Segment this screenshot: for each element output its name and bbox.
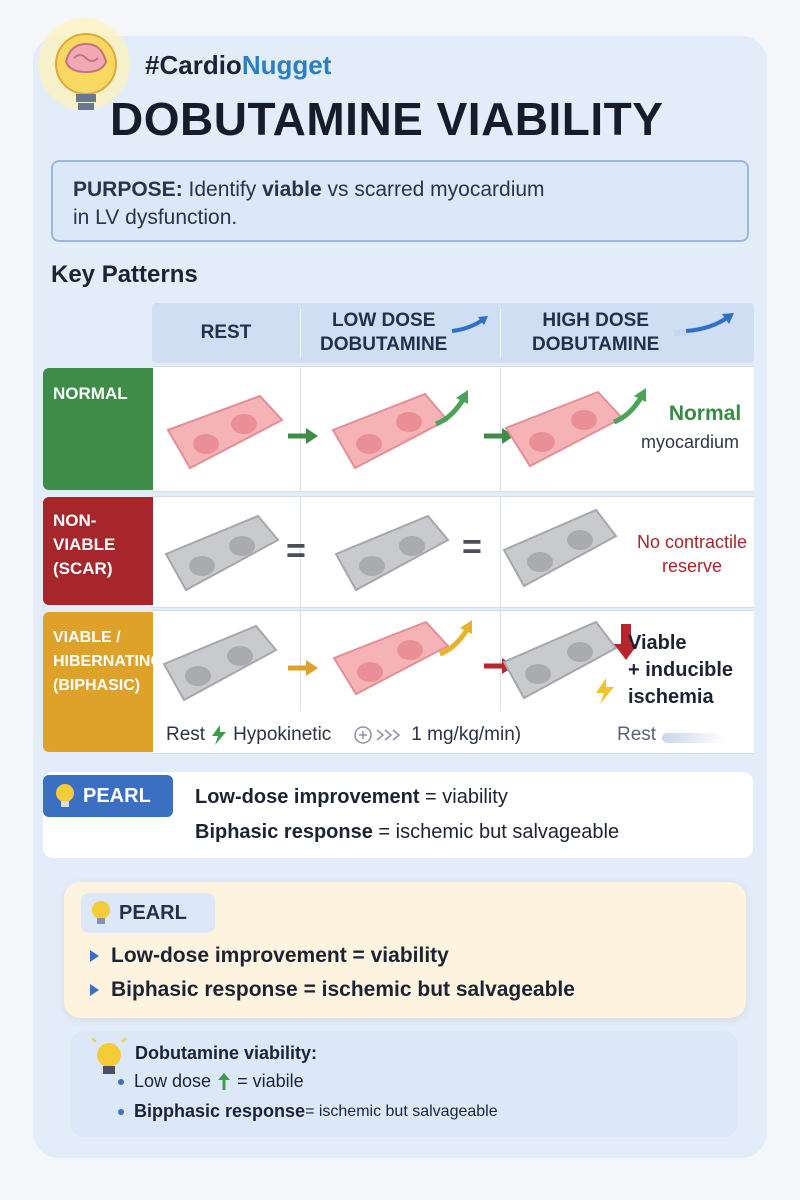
right-arrow-icon bbox=[288, 426, 320, 446]
up-arrow-icon bbox=[450, 313, 492, 335]
pearl-2-item bbox=[90, 978, 575, 1002]
key-patterns-title: Key Patterns bbox=[51, 261, 198, 288]
scar-note: No contractile reserve bbox=[636, 532, 748, 576]
hashtag bbox=[145, 50, 331, 81]
summary-title: Dobutamine viability: bbox=[135, 1043, 318, 1063]
pearl-2-item-text: Biphasic response = ischemic but salvageable bbox=[111, 978, 575, 1001]
summary-item bbox=[118, 1071, 304, 1092]
summary-item bbox=[118, 1101, 498, 1122]
triangle-bullet-icon bbox=[90, 984, 99, 996]
purpose-text-1: Identify bbox=[188, 178, 257, 201]
summary-item-1-b: = viabile bbox=[237, 1071, 304, 1091]
normal-note-title: Normal bbox=[668, 402, 742, 425]
pearl-1-line-1 bbox=[195, 786, 508, 809]
right-arrow-icon bbox=[288, 658, 320, 678]
column-divider bbox=[300, 309, 301, 357]
column-header-label: LOW DOSE DOBUTAMINE bbox=[320, 310, 448, 355]
normal-note-sub: myocardium bbox=[640, 432, 740, 452]
bullet-dot-icon bbox=[118, 1079, 124, 1085]
legend-rest: Rest bbox=[166, 724, 206, 745]
hashtag-part-b: Nugget bbox=[241, 50, 332, 80]
column-header-label: REST bbox=[200, 322, 252, 343]
hashtag-part-a: #Cardio bbox=[145, 50, 242, 80]
summary-item-1-a: Low dose bbox=[134, 1071, 212, 1091]
legend-fade-bar bbox=[662, 733, 726, 743]
row-label-normal: NORMAL bbox=[43, 368, 153, 490]
pearl-2-item bbox=[90, 944, 449, 968]
legend-rest-2: Rest bbox=[617, 724, 657, 745]
summary-item-2-rest: = ischemic but salvageable bbox=[305, 1102, 498, 1120]
dose-icon bbox=[353, 724, 409, 746]
up-arrow-icon bbox=[215, 1072, 233, 1092]
bullet-dot-icon bbox=[118, 1109, 124, 1115]
myocardium-tile-gray bbox=[158, 618, 282, 704]
pearl-2-item-text: Low-dose improvement = viability bbox=[111, 944, 449, 967]
up-arrow-icon bbox=[432, 388, 472, 428]
equals-icon: = bbox=[462, 528, 482, 566]
pearl-tag-label: PEARL bbox=[83, 784, 151, 807]
bolt-icon bbox=[209, 724, 229, 746]
row-label-scar: NON- VIABLE (SCAR) bbox=[43, 497, 153, 605]
up-arrow-icon bbox=[672, 311, 738, 337]
page-title: DOBUTAMINE VIABILITY bbox=[110, 93, 664, 145]
purpose-text-2: vs scarred myocardium bbox=[327, 178, 545, 201]
purpose-box bbox=[51, 160, 749, 242]
pearl-1-line-2-rest: = ischemic but salvageable bbox=[372, 821, 620, 843]
myocardium-tile-gray bbox=[160, 510, 282, 594]
up-arrow-icon bbox=[436, 618, 476, 658]
bulb-icon bbox=[89, 899, 113, 927]
purpose-text-3: in LV dysfunction. bbox=[73, 206, 238, 229]
viable-note: Viable + inducible ischemia bbox=[628, 632, 734, 708]
column-header-row bbox=[152, 303, 754, 363]
legend-hypokinetic: Hypokinetic bbox=[233, 724, 332, 745]
pearl-tag-2 bbox=[81, 893, 215, 933]
legend-row bbox=[166, 724, 521, 746]
bulb-icon bbox=[53, 782, 77, 810]
summary-item-2-bold: Bipphasic response bbox=[134, 1101, 306, 1121]
purpose-em: viable bbox=[262, 178, 322, 201]
legend-dose: 1 mg/kg/min) bbox=[411, 724, 522, 745]
row-label-viable: VIABLE / HIBERNATING (BIPHASIC) bbox=[43, 612, 153, 752]
pearl-1-line-1-rest: = viability bbox=[419, 786, 508, 808]
equals-icon: = bbox=[286, 532, 306, 570]
bolt-icon bbox=[592, 676, 618, 706]
pearl-1-line-1-bold: Low-dose improvement bbox=[195, 786, 420, 808]
myocardium-tile-pink bbox=[160, 392, 288, 474]
myocardium-tile-gray bbox=[330, 510, 452, 594]
pearl-tag-label: PEARL bbox=[119, 901, 187, 924]
pearl-1-line-2 bbox=[195, 821, 619, 844]
column-divider bbox=[500, 309, 501, 357]
pearl-1-line-2-bold: Biphasic response bbox=[195, 821, 373, 843]
myocardium-tile-gray bbox=[498, 504, 620, 592]
myocardium-tile-pink bbox=[326, 616, 454, 700]
column-header-label: HIGH DOSE DOBUTAMINE bbox=[532, 310, 660, 355]
triangle-bullet-icon bbox=[90, 950, 99, 962]
column-header-rest bbox=[152, 303, 300, 363]
pearl-tag-1 bbox=[43, 775, 173, 817]
purpose-label: PURPOSE: bbox=[73, 178, 183, 201]
